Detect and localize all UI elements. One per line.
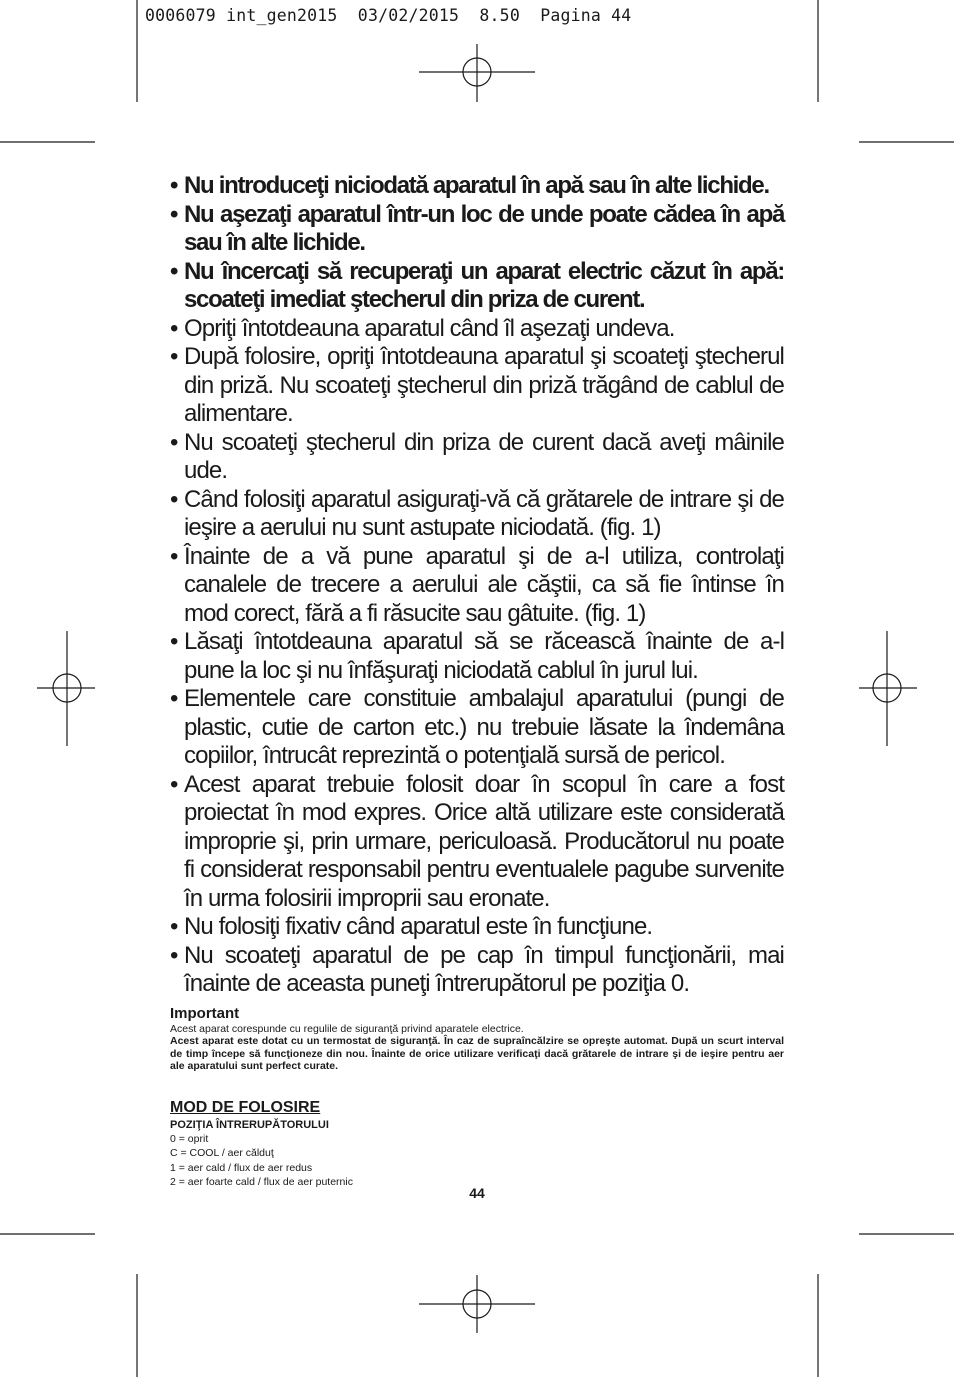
print-slug: 0006079 int_gen2015 03/02/2015 8.50 Pagina 44 bbox=[145, 6, 632, 25]
switch-position: 0 = oprit bbox=[170, 1132, 209, 1145]
safety-item bbox=[170, 685, 784, 771]
safety-item-text: Nu aşezaţi aparatul într-un loc de unde poate cădea în apă sau în alte lichide. bbox=[184, 200, 784, 256]
registration-mark-bottom bbox=[419, 1275, 535, 1333]
important-section bbox=[170, 1005, 784, 1073]
safety-item-text: Înainte de a vă pune aparatul şi de a-l utiliza, controlaţi canalele de trecere a aerului ale căştii, ca să fie întinse în mod corect, fără a fi răsucite sau gâtuite. (fig. 1) bbox=[184, 542, 784, 627]
registration-mark-top bbox=[419, 44, 535, 102]
important-thermostat-note: Acest aparat este dotat cu un termostat de siguranţă. În caz de supraîncălzire se opreşte automat. După un scurt interval de timp începe să funcţioneze din nou. Înainte de orice utilizare verificaţi dacă grătarele de intrare şi de ieşire pentru aer ale aparatului sunt perfect curate. bbox=[170, 1035, 784, 1072]
safety-item-text: Opriţi întotdeauna aparatul când îl aşezaţi undeva. bbox=[184, 314, 675, 342]
safety-item-text: Nu scoateţi aparatul de pe cap în timpul funcţionării, mai înainte de aceasta puneţi întrerupătorul pe poziţia 0. bbox=[184, 941, 784, 997]
bullet-dot: • bbox=[170, 314, 178, 342]
safety-item-text: Lăsaţi întotdeauna aparatul să se răcească înainte de a-l pune la loc şi nu înfăşuraţi niciodată cablul în jurul lui. bbox=[184, 628, 784, 684]
safety-item-text: Nu introduceţi niciodată aparatul în apă sau în alte lichide. bbox=[184, 172, 769, 199]
safety-item-text: Nu scoateţi ştecherul din priza de curent dacă aveţi mâinile ude. bbox=[184, 428, 784, 484]
bullet-dot: • bbox=[170, 628, 178, 655]
page-number: 44 bbox=[469, 1185, 485, 1201]
safety-item-text: Nu încercaţi să recuperaţi un aparat electric căzut în apă: scoateţi imediat ştecherul din priza de curent. bbox=[184, 257, 784, 313]
safety-item-text: Când folosiţi aparatul asiguraţi-vă că grătarele de intrare şi de ieşire a aerului nu sunt astupate niciodată. (fig. 1) bbox=[184, 485, 784, 541]
safety-item bbox=[170, 628, 784, 685]
safety-item bbox=[170, 771, 784, 914]
safety-item-text: După folosire, opriţi întotdeauna aparatul şi scoateţi ştecherul din priză. Nu scoateţi ştecherul din priză trăgând de cablul de alimentare. bbox=[184, 343, 784, 427]
bullet-dot: • bbox=[170, 172, 178, 199]
switch-position: 1 = aer cald / flux de aer redus bbox=[170, 1161, 313, 1174]
bullet-dot: • bbox=[170, 941, 178, 969]
safety-item-bold bbox=[170, 258, 784, 315]
safety-item bbox=[170, 315, 784, 344]
bullet-dot: • bbox=[170, 343, 178, 370]
safety-item bbox=[170, 543, 784, 629]
safety-item-text: Nu folosiţi fixativ când aparatul este în funcţiune. bbox=[184, 913, 653, 940]
safety-item-text: Elementele care constituie ambalajul aparatului (pungi de plastic, cutie de carton etc.) nu trebuie lăsate la îndemâna copiilor, întrucât reprezintă o potenţială sursă de pericol. bbox=[184, 685, 784, 769]
safety-item bbox=[170, 429, 784, 486]
safety-item bbox=[170, 942, 784, 999]
bullet-dot: • bbox=[170, 428, 178, 456]
registration-mark-right bbox=[859, 631, 917, 746]
usage-section bbox=[170, 1099, 784, 1190]
bullet-dot: • bbox=[170, 485, 178, 513]
bullet-dot: • bbox=[170, 770, 178, 798]
important-note: Acest aparat corespunde cu regulile de siguranţă privind aparatele electrice. bbox=[170, 1022, 524, 1035]
bullet-dot: • bbox=[170, 913, 178, 940]
switch-position: 2 = aer foarte cald / flux de aer puternic bbox=[170, 1176, 353, 1188]
switch-positions-heading: POZIŢIA ÎNTRERUPĂTORULUI bbox=[170, 1118, 329, 1131]
bullet-dot: • bbox=[170, 542, 178, 570]
usage-heading: MOD DE FOLOSIRE bbox=[170, 1098, 321, 1116]
switch-position: C = COOL / aer călduţ bbox=[170, 1147, 274, 1159]
important-heading: Important bbox=[170, 1004, 240, 1022]
bullet-dot: • bbox=[170, 200, 178, 228]
bullet-dot: • bbox=[170, 685, 178, 712]
safety-item bbox=[170, 913, 784, 942]
safety-item-bold bbox=[170, 201, 784, 258]
safety-item-bold bbox=[170, 172, 784, 201]
safety-list bbox=[170, 172, 784, 999]
instruction-content bbox=[170, 172, 784, 1190]
safety-item bbox=[170, 486, 784, 543]
safety-item-text: Acest aparat trebuie folosit doar în scopul în care a fost proiectat în mod expres. Orice altă utilizare este considerată improprie şi, prin urmare, periculoasă. Producătorul nu poate fi considerat responsabil pentru eventualele pagube survenite în urma folosirii improprii sau eronate. bbox=[184, 770, 784, 912]
safety-item bbox=[170, 343, 784, 429]
bullet-dot: • bbox=[170, 257, 178, 285]
registration-mark-left bbox=[37, 631, 95, 746]
